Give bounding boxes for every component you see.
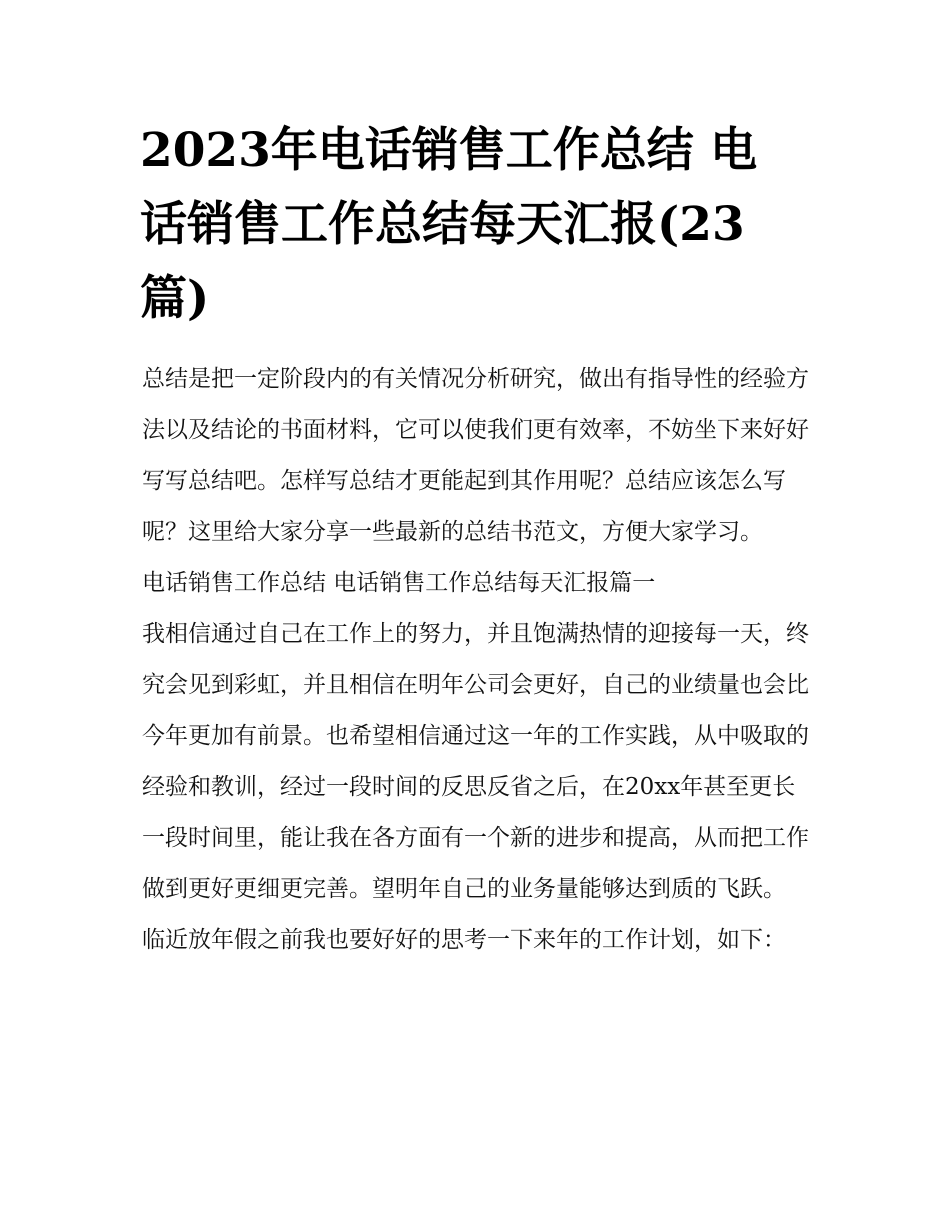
document-body [142,354,814,966]
body-paragraph: 临近放年假之前我也要好好的思考一下来年的工作计划，如下： [142,927,786,953]
intro-paragraph: 总结是把一定阶段内的有关情况分析研究，做出有指导性的经验方法以及结论的书面材料，它可以使我们更有效率，不妨坐下来好好写写总结吧。怎样写总结才更能起到其作用呢？总结应该怎么写呢？这里给大家分享一些最新的总结书范文，方便大家学习。 [142,366,809,545]
document-title: 2023年电话销售工作总结 电话销售工作总结每天汇报(23篇) [140,123,758,326]
body-paragraph: 我相信通过自己在工作上的努力，并且饱满热情的迎接每一天，终究会见到彩虹，并且相信在明年公司会更好，自己的业绩量也会比今年更加有前景。也希望相信通过这一年的工作实践，从中吸取的经验和教训，经过一段时间的反思反省之后，在20xx年甚至更长一段时间里，能让我在各方面有一个新的进步和提高，从而把工作做到更好更细更完善。望明年自己的业务量能够达到质的飞跃。 [142,621,809,902]
section-heading: 电话销售工作总结 电话销售工作总结每天汇报篇一 [142,570,656,596]
